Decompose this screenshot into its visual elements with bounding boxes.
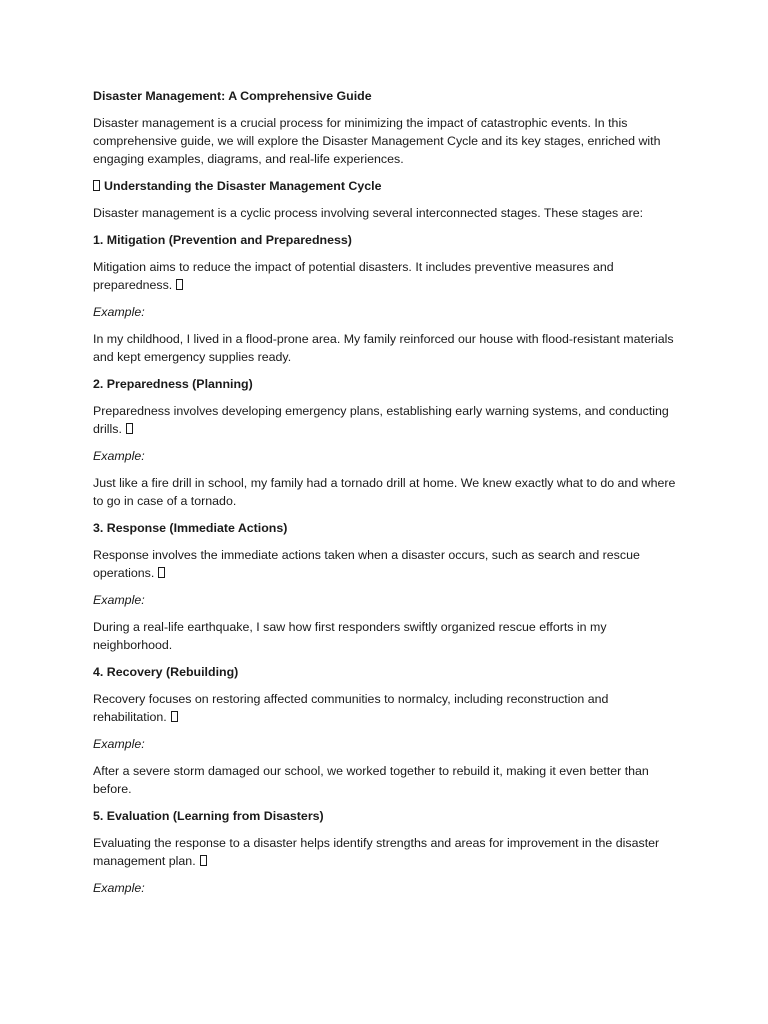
stage-heading-preparedness: 2. Preparedness (Planning) (93, 377, 253, 391)
stage-example-preparedness: Just like a fire drill in school, my family had a tornado drill at home. We knew exactly what to do and where to go in case of a tornado. (93, 476, 676, 508)
stage-description-response (93, 546, 678, 582)
missing-glyph-icon (171, 711, 178, 722)
stage-heading-recovery: 4. Recovery (Rebuilding) (93, 665, 239, 679)
missing-glyph-icon (93, 180, 100, 191)
stage-heading-mitigation: 1. Mitigation (Prevention and Preparedness) (93, 233, 352, 247)
example-label: Example: (93, 737, 145, 751)
example-label: Example: (93, 593, 145, 607)
missing-glyph-icon (176, 279, 183, 290)
document-title: Disaster Management: A Comprehensive Guide (93, 89, 372, 103)
stage-description-text: Preparedness involves developing emergency plans, establishing early warning systems, and conducting drills. (93, 404, 669, 436)
example-label: Example: (93, 449, 145, 463)
stage-example-response: During a real-life earthquake, I saw how first responders swiftly organized rescue efforts in my neighborhood. (93, 620, 607, 652)
stage-description-text: Mitigation aims to reduce the impact of potential disasters. It includes preventive measures and preparedness. (93, 260, 614, 292)
example-label: Example: (93, 881, 145, 895)
stage-description-text: Response involves the immediate actions taken when a disaster occurs, such as search and rescue operations. (93, 548, 640, 580)
stage-description-text: Evaluating the response to a disaster helps identify strengths and areas for improvement in the disaster management plan. (93, 836, 660, 868)
stage-example-recovery: After a severe storm damaged our school, we worked together to rebuild it, making it even better than before. (93, 764, 649, 796)
stage-heading-response: 3. Response (Immediate Actions) (93, 521, 288, 535)
document-page (93, 87, 678, 906)
stage-description-evaluation (93, 834, 678, 870)
missing-glyph-icon (158, 567, 165, 578)
stage-example-mitigation: In my childhood, I lived in a flood-prone area. My family reinforced our house with flood-resistant materials and kept emergency supplies ready. (93, 332, 674, 364)
missing-glyph-icon (200, 855, 207, 866)
example-label: Example: (93, 305, 145, 319)
stage-description-text: Recovery focuses on restoring affected communities to normalcy, including reconstruction and rehabilitation. (93, 692, 609, 724)
intro-paragraph: Disaster management is a crucial process for minimizing the impact of catastrophic events. In this comprehensive guide, we will explore the Disaster Management Cycle and its key stages, enriched with engaging examples, diagrams, and real-life experiences. (93, 116, 661, 166)
cycle-heading-text: Understanding the Disaster Management Cycle (104, 179, 382, 193)
cycle-heading (93, 177, 678, 195)
missing-glyph-icon (126, 423, 133, 434)
stage-heading-evaluation: 5. Evaluation (Learning from Disasters) (93, 809, 324, 823)
stage-description-preparedness (93, 402, 678, 438)
cycle-intro-paragraph: Disaster management is a cyclic process involving several interconnected stages. These stages are: (93, 206, 644, 220)
stage-description-recovery (93, 690, 678, 726)
stage-description-mitigation (93, 258, 678, 294)
